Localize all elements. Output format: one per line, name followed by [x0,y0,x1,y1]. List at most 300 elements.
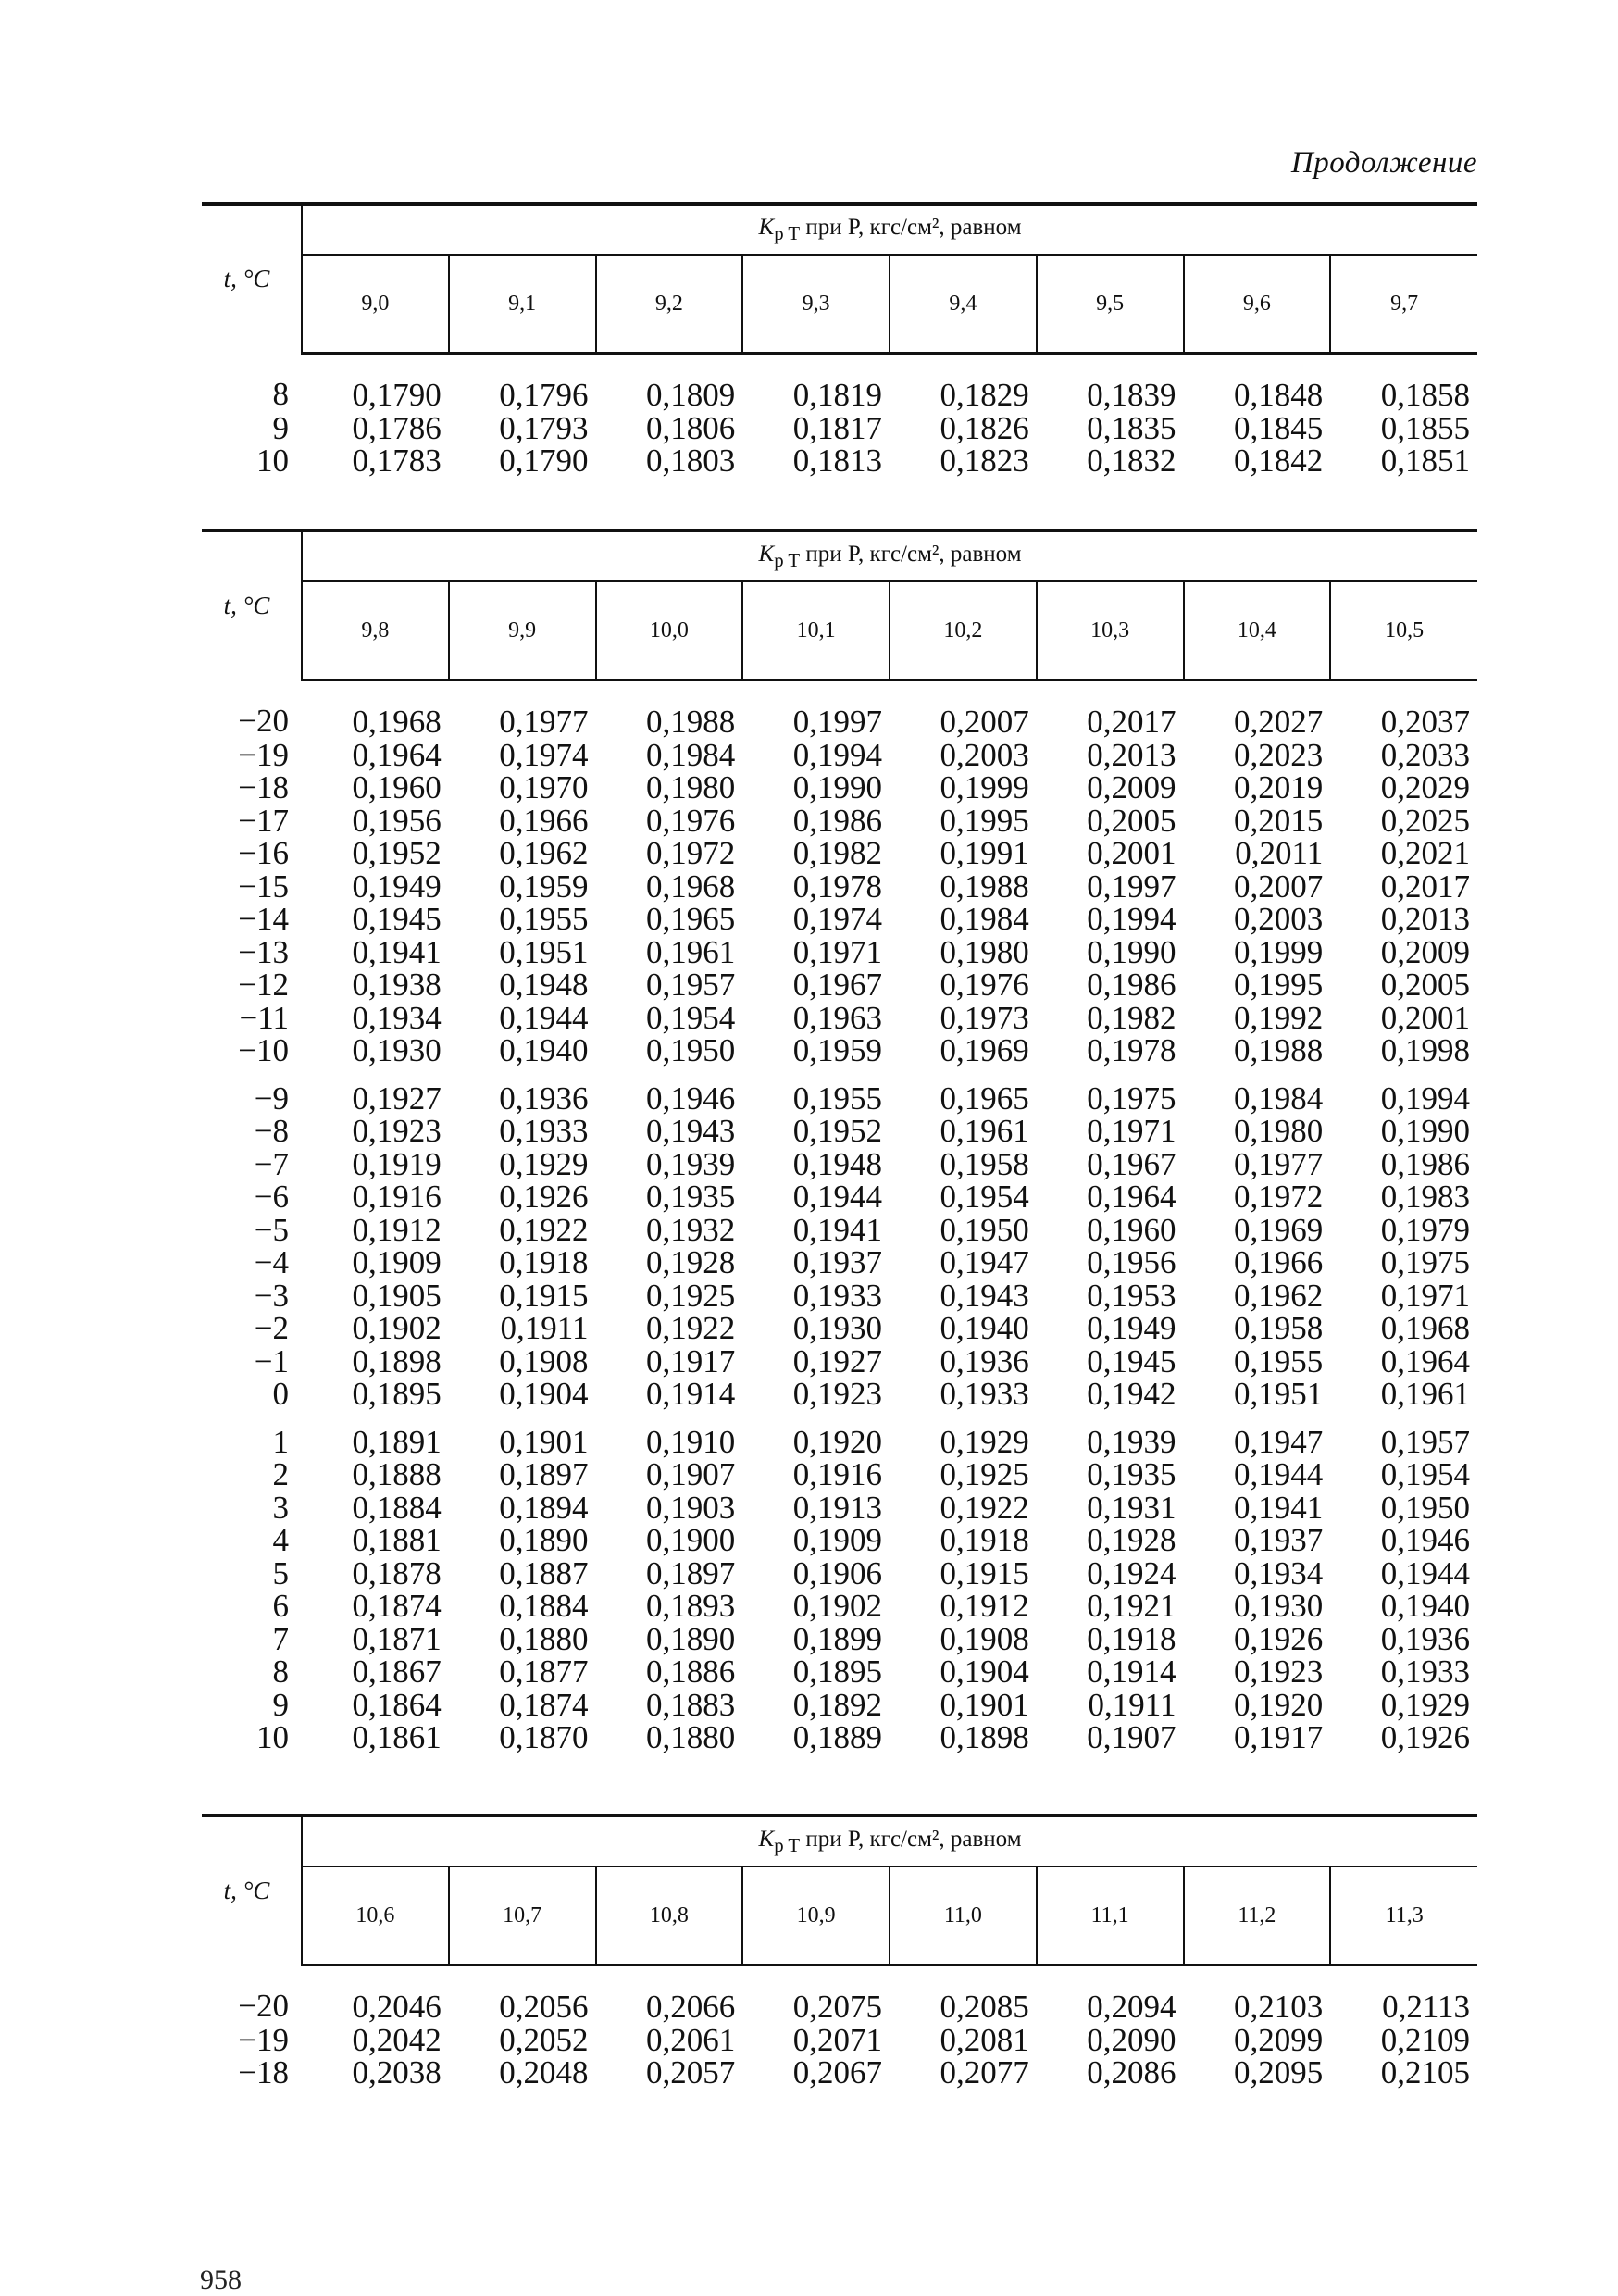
value-cell: 0,1888 [352,1456,442,1492]
value-cell: 0,1938 [352,967,442,1003]
k-subscript: p T [774,548,801,571]
value-cell: 0,1941 [792,1211,882,1248]
value-cell: 0,1988 [940,867,1029,905]
value-cell: 0,1952 [352,835,442,871]
value-cell: 0,1897 [499,1456,589,1492]
temperature-cell: 9 [272,409,289,446]
value-cell: 0,1908 [940,1620,1029,1657]
value-cell: 0,1940 [1380,1588,1471,1624]
value-cell: 0,1817 [792,409,882,446]
value-cell: 0,1900 [646,1522,736,1558]
pressure-header: 10,4 [1184,581,1331,680]
value-cell: 0,1915 [499,1277,589,1314]
value-cell: 0,1918 [499,1244,589,1280]
value-cell: 0,1999 [1234,933,1324,970]
value-cell: 0,1922 [940,1489,1029,1526]
value-cell: 0,1965 [940,1079,1029,1117]
value-cell: 0,1995 [940,802,1029,839]
value-cell: 0,1961 [646,933,736,970]
value-cell: 0,2046 [352,1989,442,2025]
value-cell: 0,2057 [646,2054,736,2090]
value-cell: 0,1940 [940,1310,1029,1346]
value-cell: 0,1984 [1234,1079,1324,1117]
value-cell: 0,1891 [352,1423,442,1460]
value-cell: 0,1957 [1380,1423,1471,1460]
value-cell: 0,1934 [1234,1554,1324,1591]
value-cell: 0,1943 [646,1113,736,1149]
value-cell: 0,1954 [1380,1456,1471,1492]
value-cell: 0,1905 [352,1277,442,1314]
pressure-header: 10,9 [742,1866,890,1965]
value-cell: 0,1980 [1234,1113,1324,1149]
value-cell: 0,2007 [1234,867,1324,905]
value-cell: 0,1904 [940,1653,1029,1690]
value-cell: 0,1912 [352,1211,442,1248]
table-row [202,354,1477,412]
value-cell: 0,1944 [792,1179,882,1215]
table-row [202,1002,1477,1035]
value-cell: 0,1990 [792,769,882,805]
value-cell: 0,1971 [1087,1113,1176,1149]
temperature-cell: −7 [254,1145,289,1182]
temperature-cell: −5 [254,1211,289,1248]
value-cell: 0,1933 [1380,1653,1471,1690]
value-cell: 0,1948 [499,967,589,1003]
value-cell: 0,1921 [1087,1588,1176,1624]
value-cell: 0,1953 [1087,1277,1176,1314]
continuation-heading: Продолжение [1290,146,1477,180]
value-cell: 0,1990 [1087,933,1176,970]
temperature-cell: 3 [272,1489,289,1526]
value-cell: 0,1928 [646,1244,736,1280]
k-subscript: p T [774,221,801,244]
value-cell: 0,1986 [1380,1145,1471,1182]
temperature-cell: −4 [254,1244,289,1280]
value-cell: 0,1902 [352,1310,442,1346]
value-cell: 0,1910 [646,1423,736,1460]
table-row [202,1034,1477,1067]
table-row [202,1655,1477,1689]
temperature-cell: 4 [272,1522,289,1558]
temperature-cell: −6 [254,1179,289,1215]
value-cell: 0,1947 [940,1244,1029,1280]
value-cell: 0,2027 [1234,704,1324,740]
value-cell: 0,1893 [646,1588,736,1624]
table-title [302,1816,1477,1866]
value-cell: 0,1990 [1380,1113,1471,1149]
value-cell: 0,1988 [1234,1032,1324,1068]
value-cell: 0,1950 [646,1032,736,1068]
temperature-cell: −19 [238,2021,289,2058]
value-cell: 0,1783 [352,443,442,479]
value-cell: 0,1962 [499,835,589,871]
pressure-header: 9,3 [742,255,890,354]
value-cell: 0,1959 [792,1032,882,1068]
value-cell: 0,1974 [499,736,589,773]
value-cell: 0,1887 [499,1554,589,1591]
temperature-cell: −10 [238,1032,289,1068]
value-cell: 0,1929 [940,1423,1029,1460]
value-cell: 0,1977 [499,704,589,740]
pressure-header: 9,5 [1037,255,1184,354]
value-cell: 0,1970 [499,769,589,805]
value-cell: 0,2109 [1380,2021,1471,2058]
value-cell: 0,1923 [1234,1653,1324,1690]
value-cell: 0,1786 [352,409,442,446]
value-cell: 0,1918 [940,1522,1029,1558]
value-cell: 0,1926 [1380,1719,1471,1755]
value-cell: 0,1871 [352,1620,442,1657]
pressure-header: 11,3 [1330,1866,1477,1965]
value-cell: 0,1944 [1380,1554,1471,1591]
value-cell: 0,1986 [792,802,882,839]
value-cell: 0,2052 [499,2021,589,2058]
value-cell: 0,2081 [940,2021,1029,2058]
temperature-cell: −20 [238,703,289,740]
value-cell: 0,1874 [352,1588,442,1624]
value-cell: 0,2075 [792,1989,882,2025]
temperature-cell: −20 [238,1988,289,2025]
value-cell: 0,1947 [1234,1423,1324,1460]
value-cell: 0,1964 [1380,1342,1471,1379]
value-cell: 0,1909 [352,1244,442,1280]
table-row [202,1148,1477,1181]
value-cell: 0,1839 [1087,377,1176,413]
value-cell: 0,1936 [940,1342,1029,1379]
table-row [202,1115,1477,1148]
temperature-cell: 6 [272,1588,289,1624]
value-cell: 0,1790 [499,443,589,479]
value-cell: 0,1958 [940,1145,1029,1182]
value-cell: 0,1975 [1380,1244,1471,1280]
value-cell: 0,1968 [646,867,736,905]
value-cell: 0,1895 [792,1653,882,1690]
table-row [202,1378,1477,1411]
value-cell: 0,1980 [940,933,1029,970]
value-cell: 0,2113 [1382,1989,1471,2025]
pressure-header: 11,1 [1037,1866,1184,1965]
temperature-cell: 5 [272,1554,289,1591]
value-cell: 0,1964 [352,736,442,773]
data-table [202,529,1477,1754]
value-cell: 0,1919 [352,1145,442,1182]
value-cell: 0,2038 [352,2054,442,2090]
value-cell: 0,1967 [1087,1145,1176,1182]
temperature-cell: −2 [254,1310,289,1346]
value-cell: 0,1955 [499,901,589,937]
value-cell: 0,1926 [499,1179,589,1215]
value-cell: 0,1929 [499,1145,589,1182]
table-row [202,1590,1477,1623]
pressure-header: 9,9 [449,581,596,680]
value-cell: 0,1951 [499,933,589,970]
value-cell: 0,2013 [1380,901,1471,937]
value-cell: 0,2061 [646,2021,736,2058]
value-cell: 0,1961 [1380,1376,1471,1412]
pressure-header: 10,8 [596,1866,743,1965]
value-cell: 0,1933 [792,1277,882,1314]
value-cell: 0,1790 [352,377,442,413]
value-cell: 0,1914 [1087,1653,1176,1690]
table-row [202,968,1477,1002]
value-cell: 0,1939 [646,1145,736,1182]
value-cell: 0,1864 [352,1686,442,1723]
value-cell: 0,1874 [499,1686,589,1723]
title-text: при P, кгс/см², равном [800,1826,1022,1852]
value-cell: 0,1956 [1087,1244,1176,1280]
temperature-cell: 9 [272,1686,289,1723]
value-cell: 0,1927 [792,1342,882,1379]
k-symbol: K [758,214,775,240]
value-cell: 0,1823 [940,443,1029,479]
table-row [202,1246,1477,1279]
value-cell: 0,1806 [646,409,736,446]
temperature-cell: −9 [254,1079,289,1117]
value-cell: 0,1916 [792,1456,882,1492]
table-row [202,903,1477,936]
title-text: при P, кгс/см², равном [800,214,1022,240]
table-row [202,936,1477,969]
value-cell: 0,1916 [352,1179,442,1215]
value-cell: 0,1997 [792,704,882,740]
value-cell: 0,2011 [1235,835,1324,871]
value-cell: 0,2056 [499,1989,589,2025]
value-cell: 0,1973 [940,999,1029,1036]
value-cell: 0,1861 [352,1719,442,1755]
value-cell: 0,1941 [352,933,442,970]
pressure-header: 10,7 [449,1866,596,1965]
temperature-cell: 8 [272,1653,289,1690]
value-cell: 0,1933 [940,1376,1029,1412]
value-cell: 0,1992 [1234,999,1324,1036]
temperature-cell: −18 [238,769,289,805]
value-cell: 0,1997 [1087,867,1176,905]
value-cell: 0,1958 [1234,1310,1324,1346]
value-cell: 0,2003 [1234,901,1324,937]
table-row [202,1689,1477,1722]
table-block-1 [202,202,1477,478]
pressure-header: 10,0 [596,581,743,680]
table-row [202,771,1477,805]
value-cell: 0,1951 [1234,1376,1324,1412]
value-cell: 0,1884 [352,1489,442,1526]
value-cell: 0,1998 [1380,1032,1471,1068]
value-cell: 0,2037 [1380,704,1471,740]
value-cell: 0,1955 [1234,1342,1324,1379]
value-cell: 0,1933 [499,1113,589,1149]
value-cell: 0,1881 [352,1522,442,1558]
value-cell: 0,1968 [352,704,442,740]
value-cell: 0,1907 [646,1456,736,1492]
value-cell: 0,2009 [1380,933,1471,970]
value-cell: 0,1796 [499,377,589,413]
value-cell: 0,1889 [792,1719,882,1755]
value-cell: 0,1946 [1380,1522,1471,1558]
value-cell: 0,2048 [499,2054,589,2090]
value-cell: 0,1978 [1087,1032,1176,1068]
value-cell: 0,1832 [1087,443,1176,479]
value-cell: 0,1962 [1234,1277,1324,1314]
value-cell: 0,1917 [646,1342,736,1379]
value-cell: 0,1793 [499,409,589,446]
value-cell: 0,1972 [1234,1179,1324,1215]
value-cell: 0,1942 [1087,1376,1176,1412]
value-cell: 0,1969 [1234,1211,1324,1248]
value-cell: 0,1880 [499,1620,589,1657]
temperature-cell: −13 [238,933,289,970]
temperature-column-header: t, °C [202,204,302,354]
value-cell: 0,1835 [1087,409,1176,446]
value-cell: 0,1858 [1380,377,1471,413]
value-cell: 0,1911 [500,1310,589,1346]
value-cell: 0,1819 [792,377,882,413]
value-cell: 0,1995 [1234,967,1324,1003]
table-row [202,805,1477,838]
value-cell: 0,1976 [940,967,1029,1003]
value-cell: 0,1960 [1087,1211,1176,1248]
value-cell: 0,1911 [1088,1686,1176,1723]
value-cell: 0,1948 [792,1145,882,1182]
value-cell: 0,2025 [1380,802,1471,839]
table-row [202,1458,1477,1491]
value-cell: 0,1883 [646,1686,736,1723]
value-cell: 0,1956 [352,802,442,839]
value-cell: 0,1975 [1087,1079,1176,1117]
data-table [202,202,1477,478]
value-cell: 0,1936 [1380,1620,1471,1657]
value-cell: 0,1902 [792,1588,882,1624]
value-cell: 0,1899 [792,1620,882,1657]
value-cell: 0,1950 [940,1211,1029,1248]
value-cell: 0,1908 [499,1342,589,1379]
value-cell: 0,1890 [646,1620,736,1657]
table-row [202,444,1477,478]
temperature-cell: −15 [238,867,289,905]
value-cell: 0,1907 [1087,1719,1176,1755]
pressure-header: 9,4 [890,255,1037,354]
temperature-cell: 10 [256,443,289,479]
value-cell: 0,1930 [792,1310,882,1346]
value-cell: 0,1945 [352,901,442,937]
value-cell: 0,1944 [499,999,589,1036]
value-cell: 0,1957 [646,967,736,1003]
value-cell: 0,1895 [352,1376,442,1412]
value-cell: 0,1826 [940,409,1029,446]
temperature-cell: −19 [238,736,289,773]
value-cell: 0,1926 [1234,1620,1324,1657]
value-cell: 0,1940 [499,1032,589,1068]
table-row [202,680,1477,739]
temperature-cell: −11 [239,999,289,1036]
temperature-cell: −18 [238,2054,289,2090]
value-cell: 0,2095 [1234,2054,1324,2090]
table-row [202,2056,1477,2090]
pressure-header: 11,0 [890,1866,1037,1965]
value-cell: 0,1920 [1234,1686,1324,1723]
value-cell: 0,1991 [940,835,1029,871]
table-block-3 [202,1814,1477,2090]
value-cell: 0,1944 [1234,1456,1324,1492]
value-cell: 0,1968 [1380,1310,1471,1346]
value-cell: 0,1983 [1380,1179,1471,1215]
temperature-cell: −3 [254,1277,289,1314]
value-cell: 0,2033 [1380,736,1471,773]
value-cell: 0,1906 [792,1554,882,1591]
value-cell: 0,1980 [646,769,736,805]
value-cell: 0,2005 [1380,967,1471,1003]
table-row [202,412,1477,445]
value-cell: 0,1923 [352,1113,442,1149]
value-cell: 0,1982 [1087,999,1176,1036]
value-cell: 0,1955 [792,1079,882,1117]
value-cell: 0,1949 [1087,1310,1176,1346]
value-cell: 0,1954 [646,999,736,1036]
value-cell: 0,1931 [1087,1489,1176,1526]
value-cell: 0,2066 [646,1989,736,2025]
table-row [202,2024,1477,2057]
value-cell: 0,2085 [940,1989,1029,2025]
value-cell: 0,1915 [940,1554,1029,1591]
value-cell: 0,2015 [1234,802,1324,839]
value-cell: 0,2017 [1087,704,1176,740]
value-cell: 0,1909 [792,1522,882,1558]
table-row [202,1491,1477,1525]
value-cell: 0,2003 [940,736,1029,773]
pressure-header: 10,3 [1037,581,1184,680]
value-cell: 0,1922 [646,1310,736,1346]
value-cell: 0,2023 [1234,736,1324,773]
value-cell: 0,2001 [1087,835,1176,871]
value-cell: 0,1976 [646,802,736,839]
temperature-cell: 1 [272,1423,289,1460]
value-cell: 0,1966 [1234,1244,1324,1280]
temperature-cell: 7 [272,1620,289,1657]
table-block-2 [202,529,1477,1754]
value-cell: 0,1972 [646,835,736,871]
pressure-header: 9,0 [302,255,449,354]
value-cell: 0,1977 [1234,1145,1324,1182]
value-cell: 0,1954 [940,1179,1029,1215]
pressure-header: 10,2 [890,581,1037,680]
value-cell: 0,1941 [1234,1489,1324,1526]
temperature-cell: 2 [272,1456,289,1492]
table-row [202,1965,1477,2024]
value-cell: 0,2007 [940,704,1029,740]
title-text: при P, кгс/см², равном [800,541,1022,567]
value-cell: 0,2067 [792,2054,882,2090]
value-cell: 0,2077 [940,2054,1029,2090]
value-cell: 0,1960 [352,769,442,805]
value-cell: 0,1971 [792,933,882,970]
value-cell: 0,1901 [499,1423,589,1460]
temperature-cell: −14 [238,901,289,937]
value-cell: 0,1935 [1087,1456,1176,1492]
value-cell: 0,1842 [1234,443,1324,479]
value-cell: 0,1974 [792,901,882,937]
value-cell: 0,1894 [499,1489,589,1526]
page-number: 958 [200,2265,242,2295]
value-cell: 0,1829 [940,377,1029,413]
value-cell: 0,2021 [1380,835,1471,871]
pressure-header: 9,8 [302,581,449,680]
k-subscript: p T [774,1833,801,1856]
value-cell: 0,1867 [352,1653,442,1690]
value-cell: 0,1803 [646,443,736,479]
table-row [202,1557,1477,1591]
pressure-header: 9,7 [1330,255,1477,354]
table-row [202,1279,1477,1313]
temperature-cell: 0 [272,1376,289,1412]
